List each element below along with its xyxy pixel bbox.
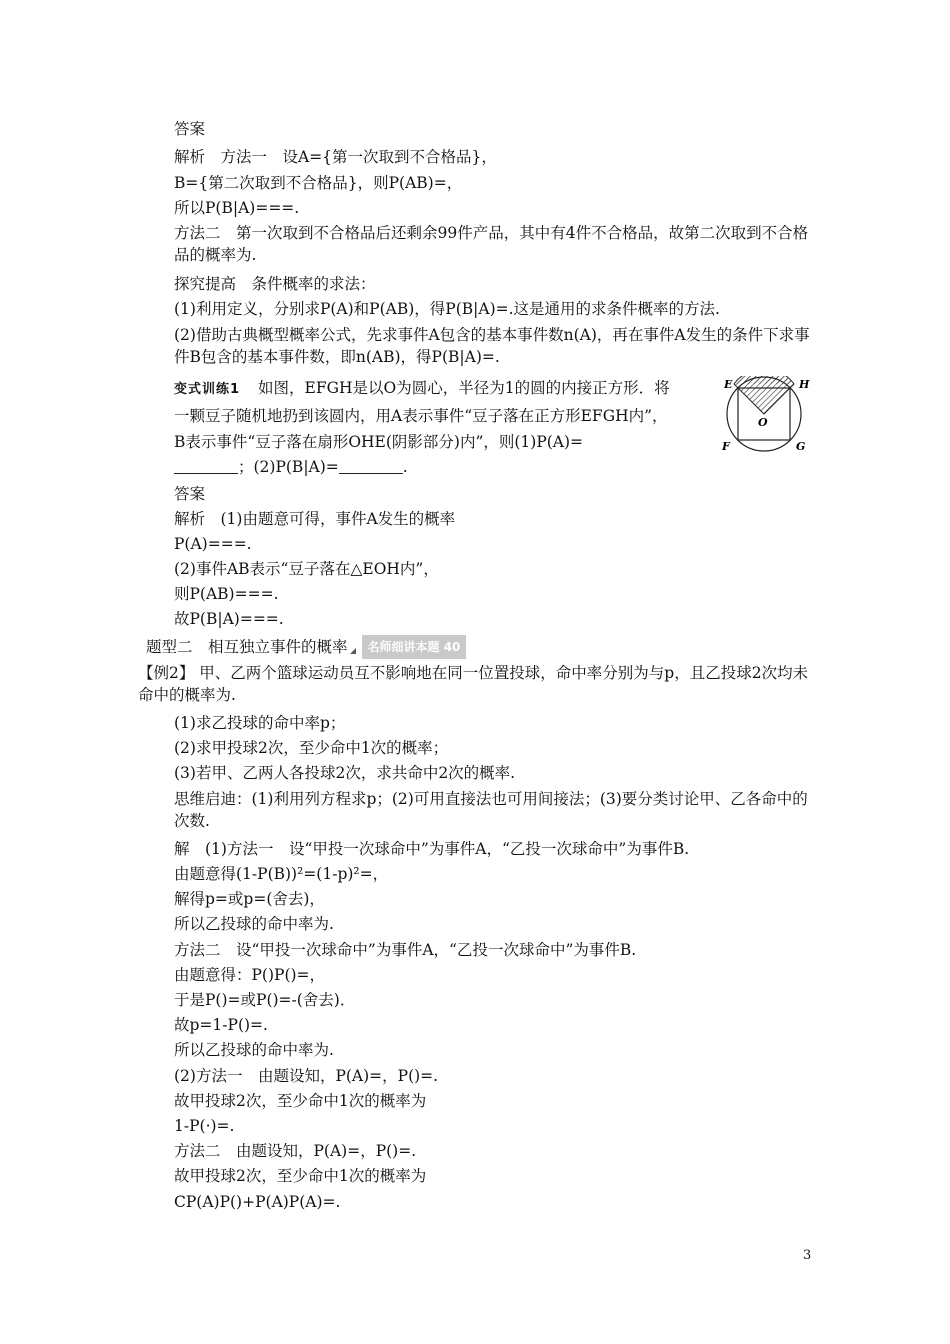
text-line: 方法二 设“甲投一次球命中”为事件A，“乙投一次球命中”为事件B.: [174, 941, 637, 959]
text-line: 所以乙投球的命中率为.: [174, 915, 334, 933]
text-line: B={第二次取到不合格品}，则P(AB)=，: [174, 174, 463, 192]
text-line: (2)方法一 由题设知，P(A)=，P()=.: [174, 1067, 439, 1085]
label-g: G: [796, 440, 806, 453]
circle-square-figure: [716, 376, 814, 458]
text-span: .: [402, 458, 408, 476]
text-line: 故甲投球2次，至少命中1次的概率为: [174, 1092, 427, 1110]
pencil-icon: [350, 648, 356, 654]
text-line: (3)若甲、乙两人各投球2次，求共命中2次的概率.: [174, 764, 516, 782]
section-title: 题型二 相互独立事件的概率: [146, 638, 348, 656]
text-line: 解得p=或p=(舍去)，: [174, 890, 325, 908]
answer-label: 答案: [174, 120, 206, 138]
text-line: 故甲投球2次，至少命中1次的概率为: [174, 1167, 427, 1185]
text-line: 一颗豆子随机地扔到该圆内，用A表示事件“豆子落在正方形EFGH内”，: [174, 407, 668, 425]
answer-label: 答案: [174, 485, 206, 503]
answer-blank: [174, 459, 238, 474]
text-line: CP(A)P()+P(A)P(A)=.: [174, 1193, 341, 1211]
text-span: 如图，EFGH是以O为圆心，半径为1的圆的内接正方形．将: [258, 379, 670, 397]
text-line: 则P(AB)===.: [174, 585, 279, 603]
exercise-line: [174, 377, 670, 401]
text-line: 故p=1-P()=.: [174, 1016, 268, 1034]
text-line: B表示事件“豆子落在扇形OHE(阴影部分)内”，则(1)P(A)=: [174, 433, 584, 451]
text-line: 由题意得(1-P(B))²=(1-p)²=，: [174, 865, 389, 883]
text-line: 故P(B|A)===.: [174, 610, 284, 628]
text-line: (1)求乙投球的命中率p；: [174, 714, 346, 732]
text-line: 探究提高 条件概率的求法：: [174, 275, 376, 293]
text-line: 所以乙投球的命中率为.: [174, 1041, 334, 1059]
text-line: 1-P(·)=.: [174, 1117, 235, 1135]
answer-blank: [339, 459, 403, 474]
text-line: 于是P()=或P()=-(舍去)．: [174, 991, 356, 1009]
exercise-label: 变式训练1: [174, 382, 241, 397]
fill-blank-line: [174, 456, 408, 478]
text-line: 解析 (1)由题意可得，事件A发生的概率: [174, 510, 456, 528]
text-line: 解 (1)方法一 设“甲投一次球命中”为事件A，“乙投一次球命中”为事件B.: [174, 840, 690, 858]
text-paragraph: 方法二 第一次取到不合格品后还剩余99件产品，其中有4件不合格品，故第二次取到不合格品的概率为.: [174, 224, 809, 264]
page-number: 3: [803, 1248, 812, 1263]
video-tag[interactable]: 名师细讲本题 40: [362, 635, 467, 659]
text-paragraph: 思维启迪：(1)利用列方程求p；(2)可用直接法也可用间接法；(3)要分类讨论甲、乙各命中的次数.: [174, 790, 808, 830]
text-line: (1)利用定义，分别求P(A)和P(AB)，得P(B|A)=.这是通用的求条件概率的方法.: [174, 300, 720, 318]
text-line: (2)求甲投球2次，至少命中1次的概率；: [174, 739, 449, 757]
text-line: P(A)===.: [174, 535, 252, 553]
text-line: 方法二 由题设知，P(A)=，P()=.: [174, 1142, 417, 1160]
text-line: 由题意得：P()P()=，: [174, 966, 326, 984]
example-paragraph: 【例2】 甲、乙两个篮球运动员互不影响地在同一位置投球，命中率分别为与p，且乙投球2次均未命中的概率为.: [138, 664, 809, 704]
label-o: O: [758, 416, 768, 429]
text-span: ；(2)P(B|A)=: [238, 458, 339, 476]
text-line: (2)事件AB表示“豆子落在△EOH内”，: [174, 560, 439, 578]
text-line: 所以P(B|A)===.: [174, 199, 300, 217]
label-e: E: [724, 378, 733, 391]
text-line: 解析 方法一 设A={第一次取到不合格品}，: [174, 148, 497, 166]
label-f: F: [722, 440, 730, 453]
section-heading: [146, 635, 466, 659]
text-paragraph: (2)借助古典概型概率公式，先求事件A包含的基本事件数n(A)，再在事件A发生的条件下求事件B包含的基本事件数，即n(AB)，得P(B|A)=.: [174, 326, 810, 366]
label-h: H: [799, 378, 810, 391]
